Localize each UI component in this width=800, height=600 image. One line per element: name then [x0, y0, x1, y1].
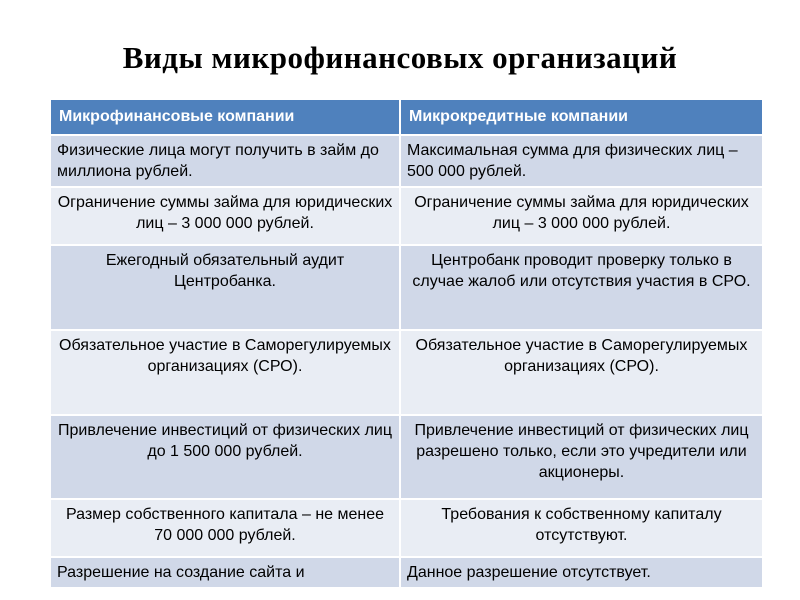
slide-title: Виды микрофинансовых организаций	[122, 40, 678, 75]
comparison-table	[51, 100, 762, 587]
table-row	[51, 557, 762, 587]
table-cell: Физические лица могут получить в займ до миллиона рублей.	[51, 135, 400, 187]
table-row	[51, 135, 762, 187]
table-cell: Ежегодный обязательный аудит Центробанка.	[51, 245, 400, 330]
table-cell: Данное разрешение отсутствует.	[400, 557, 762, 587]
table-row	[51, 415, 762, 499]
header-microfinance: Микрофинансовые компании	[51, 100, 400, 135]
table-cell: Привлечение инвестиций от физических лиц разрешено только, если это учредители или акционеры.	[400, 415, 762, 499]
table-cell: Ограничение суммы займа для юридических лиц – 3 000 000 рублей.	[400, 187, 762, 245]
table-row	[51, 330, 762, 415]
table-cell: Привлечение инвестиций от физических лиц до 1 500 000 рублей.	[51, 415, 400, 499]
table-cell: Обязательное участие в Саморегулируемых организациях (СРО).	[400, 330, 762, 415]
table-row	[51, 187, 762, 245]
table-cell: Максимальная сумма для физических лиц – 500 000 рублей.	[400, 135, 762, 187]
table-cell: Разрешение на создание сайта и	[51, 557, 400, 587]
table-cell: Размер собственного капитала – не менее 70 000 000 рублей.	[51, 499, 400, 557]
table-row	[51, 245, 762, 330]
table-cell: Ограничение суммы займа для юридических лиц – 3 000 000 рублей.	[51, 187, 400, 245]
table-header-row	[51, 100, 762, 135]
table-cell: Центробанк проводит проверку только в случае жалоб или отсутствия участия в СРО.	[400, 245, 762, 330]
header-microcredit: Микрокредитные компании	[400, 100, 762, 135]
table-cell: Обязательное участие в Саморегулируемых организациях (СРО).	[51, 330, 400, 415]
table-row	[51, 499, 762, 557]
table-cell: Требования к собственному капиталу отсутствуют.	[400, 499, 762, 557]
